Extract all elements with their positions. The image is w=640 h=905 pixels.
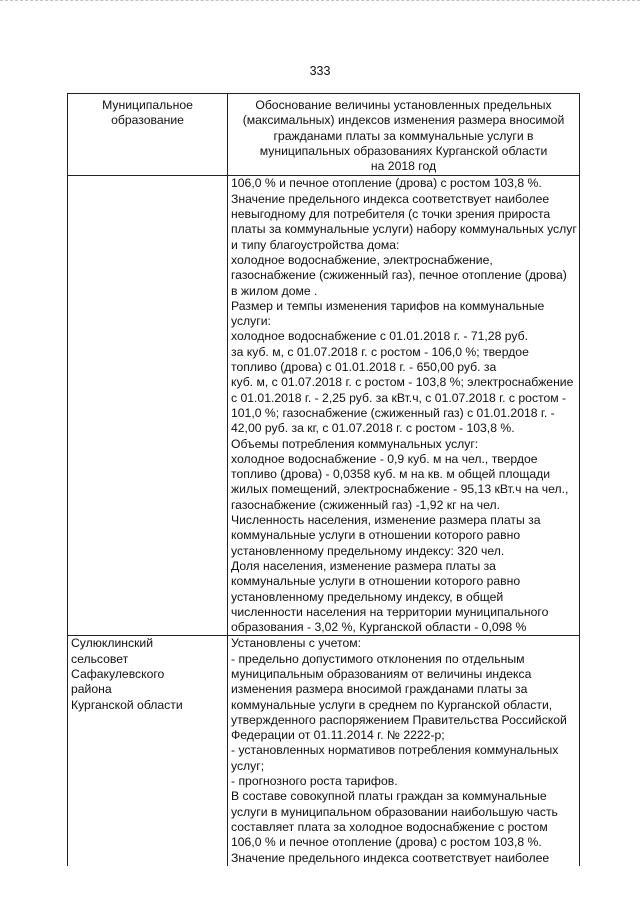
text-line: - предельно допустимого отклонения по отдельным bbox=[231, 651, 525, 666]
text-line: газоснабжение (сжиженный газ) -1,92 кг на чел. bbox=[231, 497, 501, 512]
text-line: Значение предельного индекса соответствует наиболее bbox=[231, 191, 550, 206]
text-line: Размер и темпы изменения тарифов на коммунальные bbox=[231, 298, 545, 313]
text-line: Численность населения, изменение размера платы за bbox=[231, 513, 541, 528]
municipality-name-line: Сулюклинский bbox=[71, 636, 154, 651]
municipality-name-line: Курганской области bbox=[71, 697, 183, 712]
tariff-table bbox=[67, 93, 580, 866]
header-line: муниципальных образованиях Курганской области bbox=[259, 143, 548, 158]
header-line: на 2018 год bbox=[370, 159, 437, 174]
text-line: и типу благоустройства дома: bbox=[231, 237, 400, 252]
text-line: коммунальные услуги в среднем по Курганской области, bbox=[231, 697, 553, 712]
header-justification-cell bbox=[228, 94, 580, 176]
text-line: с 01.01.2018 г. - 2,25 руб. за кВт.ч, с 01.07.2018 г. с ростом - bbox=[231, 390, 567, 405]
text-line: - прогнозного роста тарифов. bbox=[231, 774, 398, 789]
text-line: газоснабжение (сжиженный газ), печное отопление (дрова) bbox=[231, 268, 567, 283]
text-line: 42,00 руб. за кг, с 01.07.2018 г. с ростом - 103,8 %. bbox=[231, 421, 515, 436]
header-line: Муниципальное bbox=[102, 98, 193, 112]
text-line: Федерации от 01.11.2014 г. № 2222-р; bbox=[231, 728, 445, 743]
text-line: Установлены с учетом: bbox=[231, 636, 361, 651]
text-line: Объемы потребления коммунальных услуг: bbox=[231, 436, 479, 451]
text-line: холодное водоснабжение, электроснабжение, bbox=[231, 252, 493, 267]
row1-justification-cell bbox=[228, 176, 580, 636]
text-line: образования - 3,02 %, Курганской области - 0,098 % bbox=[231, 620, 527, 635]
municipality-name-line: района bbox=[71, 682, 112, 697]
text-line: платы за коммунальные услуги) набору коммунальных услуг bbox=[231, 222, 577, 237]
row1-municipality-cell bbox=[68, 176, 228, 636]
page-number: 333 bbox=[309, 64, 331, 78]
table-row bbox=[68, 176, 580, 636]
header-line: гражданами платы за коммунальные услуги в bbox=[273, 128, 534, 143]
text-line: Значение предельного индекса соответствует наиболее bbox=[231, 850, 550, 865]
text-line: Доля населения, изменение размера платы за bbox=[231, 558, 496, 573]
text-line: муниципальным образованиям от величины индекса bbox=[231, 666, 532, 681]
text-line: установленному предельному индексу, в общей bbox=[231, 589, 504, 604]
table-header-row bbox=[68, 94, 580, 176]
text-line: холодное водоснабжение - 0,9 куб. м на чел., твердое bbox=[231, 451, 538, 466]
text-line: услуг; bbox=[231, 758, 265, 773]
text-line: В составе совокупной платы граждан за коммунальные bbox=[231, 789, 547, 804]
text-line: невыгодному для потребителя (с точки зрения прироста bbox=[231, 207, 551, 222]
text-line: топливо (дрова) с 01.01.2018 г. - 650,00 руб. за bbox=[231, 360, 497, 375]
text-line: изменения размера вносимой гражданами платы за bbox=[231, 682, 528, 697]
text-line: 101,0 %; газоснабжение (сжиженный газ) с 01.01.2018 г. - bbox=[231, 405, 555, 420]
text-line: топливо (дрова) - 0,0358 куб. м на кв. м общей площади bbox=[231, 467, 551, 482]
text-line: жилых помещений, электроснабжение - 95,13 кВт.ч на чел., bbox=[231, 482, 569, 497]
text-line: коммунальные услуги в отношении которого равно bbox=[231, 574, 521, 589]
text-line: 106,0 % и печное отопление (дрова) с ростом 103,8 %. bbox=[231, 176, 542, 191]
header-line: образование bbox=[111, 113, 184, 128]
table-row bbox=[68, 636, 580, 866]
scan-edge bbox=[0, 0, 640, 6]
row2-justification-cell bbox=[228, 636, 580, 866]
text-line: коммунальные услуги в отношении которого равно bbox=[231, 528, 521, 543]
header-line: Обоснование величины установленных предельных bbox=[255, 98, 552, 112]
municipality-name-line: сельсовет bbox=[71, 651, 129, 666]
text-line: численности населения на территории муниципального bbox=[231, 604, 549, 619]
text-line: установленному предельному индексу: 320 чел. bbox=[231, 543, 505, 558]
text-line: за куб. м, с 01.07.2018 г. с ростом - 106,0 %; твердое bbox=[231, 344, 529, 359]
text-line: холодное водоснабжение с 01.01.2018 г. - 71,28 руб. bbox=[231, 329, 528, 344]
text-line: составляет плата за холодное водоснабжение с ростом bbox=[231, 819, 548, 834]
row2-municipality-cell bbox=[68, 636, 228, 866]
header-municipality-cell bbox=[68, 94, 228, 176]
text-line: утвержденного распоряжением Правительства Российской bbox=[231, 712, 567, 727]
text-line: куб. м, с 01.07.2018 г. с ростом - 103,8 %; электроснабжение bbox=[231, 375, 574, 390]
text-line: - установленных нормативов потребления коммунальных bbox=[231, 743, 559, 758]
header-line: (максимальных) индексов изменения размера вносимой bbox=[242, 113, 565, 128]
text-line: 106,0 % и печное отопление (дрова) с ростом 103,8 %. bbox=[231, 835, 542, 850]
text-line: услуги: bbox=[231, 314, 271, 329]
text-line: услуги в муниципальном образовании наибольшую часть bbox=[231, 804, 558, 819]
municipality-name-line: Сафакулевского bbox=[71, 666, 165, 681]
text-line: в жилом доме . bbox=[231, 283, 318, 298]
